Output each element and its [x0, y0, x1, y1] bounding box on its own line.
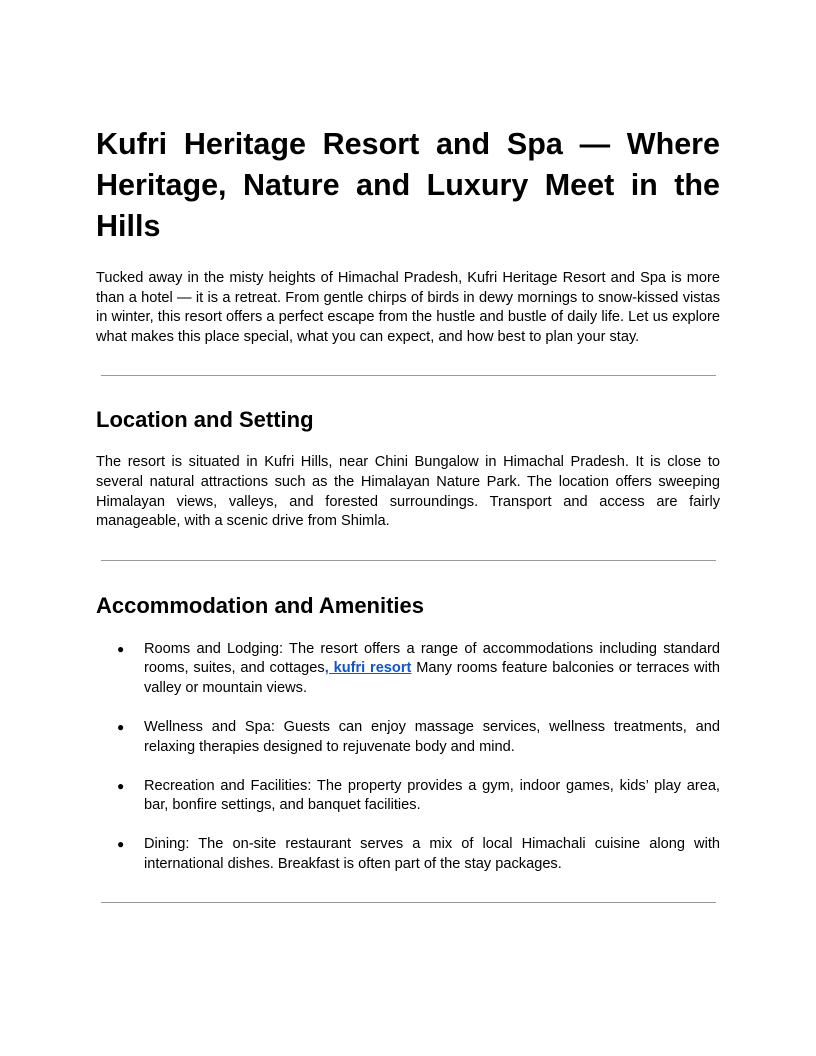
amenities-list — [96, 640, 720, 875]
bullet-icon: ● — [117, 778, 125, 793]
bullet-icon: ● — [117, 720, 125, 735]
list-item-dining — [96, 835, 720, 874]
list-item-text: Dining: The on-site restaurant serves a mix of local Himachali cuisine along with international dishes. Breakfast is often part of the stay packages. — [144, 836, 720, 872]
intro-paragraph: Tucked away in the misty heights of Himachal Pradesh, Kufri Heritage Resort and Spa is more than a hotel — it is a retreat. From gentle chirps of birds in dewy mornings to snow-kissed vistas in winter, this resort offers a perfect escape from the hustle and bustle of daily life. Let us explore what makes this place special, what you can expect, and how best to plan your stay. — [96, 270, 720, 345]
location-paragraph: The resort is situated in Kufri Hills, near Chini Bungalow in Himachal Pradesh. It is close to several natural attractions such as the Himalayan Nature Park. The location offers sweeping Himalayan views, valleys, and forested surroundings. Transport and access are fairly manageable, with a scenic drive from Shimla. — [96, 454, 720, 530]
list-item-rooms — [96, 640, 720, 699]
location-heading: Location and Setting — [96, 407, 314, 433]
list-item-text: Wellness and Spa: Guests can enjoy massage services, wellness treatments, and relaxing therapies designed to rejuvenate body and mind. — [144, 719, 720, 755]
section-divider — [101, 902, 716, 903]
list-item-text: Many rooms feature balconies or terraces with valley or mountain views. — [144, 660, 721, 696]
article-title: Kufri Heritage Resort and Spa — Where Heritage, Nature and Luxury Meet in the Hills — [96, 127, 720, 243]
list-item-text: Rooms and Lodging: The resort offers a range of accommodations including standard rooms, suites, and cottages — [144, 640, 720, 677]
kufri-resort-link[interactable]: , kufri resort — [324, 660, 412, 677]
amenities-heading: Accommodation and Amenities — [96, 592, 425, 618]
list-item-wellness — [96, 718, 720, 757]
document-page — [96, 124, 720, 903]
bullet-icon: ● — [117, 837, 125, 852]
section-divider — [101, 560, 716, 561]
list-item-text: Recreation and Facilities: The property provides a gym, indoor games, kids’ play area, bar, bonfire settings, and banquet facilities. — [144, 777, 720, 814]
section-divider — [101, 375, 716, 376]
bullet-icon: ● — [117, 641, 125, 656]
list-item-recreation — [96, 777, 720, 816]
